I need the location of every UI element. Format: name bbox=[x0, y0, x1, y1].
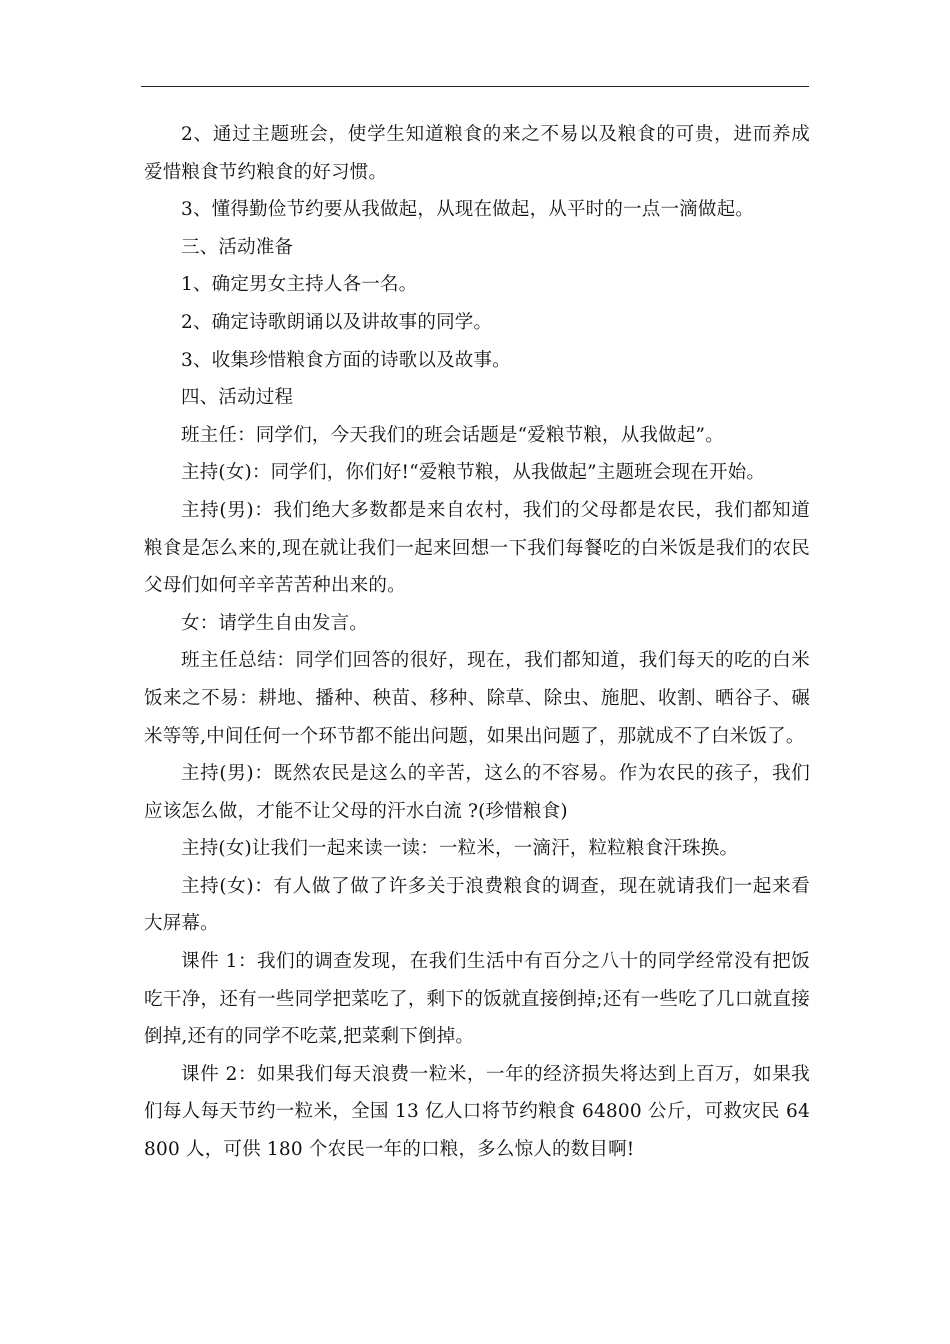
paragraph-host-female-open: 主持(女)：同学们，你们好!“爱粮节粮，从我做起”主题班会现在开始。 bbox=[181, 462, 766, 484]
paragraph-goal-2: 2、通过主题班会，使学生知道粮食的来之不易以及粮食的可贵，进而养成爱惜粮食节约粮食的好习惯。 bbox=[144, 124, 810, 183]
paragraph-female-prompt: 女：请学生自由发言。 bbox=[181, 612, 369, 634]
paragraph-goal-3: 3、懂得勤俭节约要从我做起，从现在做起，从平时的一点一滴做起。 bbox=[181, 199, 754, 221]
paragraph-prep-1: 1、确定男女主持人各一名。 bbox=[181, 274, 418, 296]
paragraph-host-female-survey: 主持(女)：有人做了做了许多关于浪费粮食的调查，现在就请我们一起来看大屏幕。 bbox=[144, 875, 810, 935]
paragraph-host-male-2: 主持(男)：既然农民是这么的辛苦，这么的不容易。作为农民的孩子，我们应该怎么做，才能不让父母的汗水白流 ?(珍惜粮食) bbox=[144, 763, 810, 822]
document-body bbox=[144, 116, 810, 1169]
paragraph-teacher-summary: 班主任总结：同学们回答的很好，现在，我们都知道，我们每天的吃的白米饭来之不易：耕地、播种、秧苗、移种、除草、除虫、施肥、收割、晒谷子、碾米等等,中间任何一个环节都不能出问题，如果出问题了，那就成不了白米饭了。 bbox=[144, 650, 810, 747]
header-rule bbox=[141, 86, 809, 87]
section-heading-preparation: 三、活动准备 bbox=[181, 236, 294, 258]
paragraph-prep-3: 3、收集珍惜粮食方面的诗歌以及故事。 bbox=[181, 349, 511, 371]
paragraph-courseware-1: 课件 1：我们的调查发现，在我们生活中有百分之八十的同学经常没有把饭吃干净，还有一些同学把菜吃了，剩下的饭就直接倒掉;还有一些吃了几口就直接倒掉,还有的同学不吃菜,把菜剩下倒掉。 bbox=[144, 951, 810, 1048]
paragraph-prep-2: 2、确定诗歌朗诵以及讲故事的同学。 bbox=[181, 311, 493, 333]
paragraph-courseware-2: 课件 2：如果我们每天浪费一粒米，一年的经济损失将达到上百万，如果我们每人每天节约一粒米，全国 13 亿人口将节约粮食 64800 公斤，可救灾民 64800 人，可供 180 个农民一年的口粮，多么惊人的数目啊! bbox=[144, 1063, 810, 1161]
paragraph-host-male-1: 主持(男)：我们绝大多数都是来自农村，我们的父母都是农民，我们都知道粮食是怎么来的,现在就让我们一起来回想一下我们每餐吃的白米饭是我们的农民父母们如何辛辛苦苦种出来的。 bbox=[144, 499, 810, 597]
paragraph-host-female-read: 主持(女)让我们一起来读一读：一粒米，一滴汗，粒粒粮食汗珠换。 bbox=[181, 838, 739, 860]
section-heading-process: 四、活动过程 bbox=[181, 387, 294, 409]
paragraph-teacher-intro: 班主任：同学们，今天我们的班会话题是“爱粮节粮，从我做起”。 bbox=[181, 424, 724, 446]
